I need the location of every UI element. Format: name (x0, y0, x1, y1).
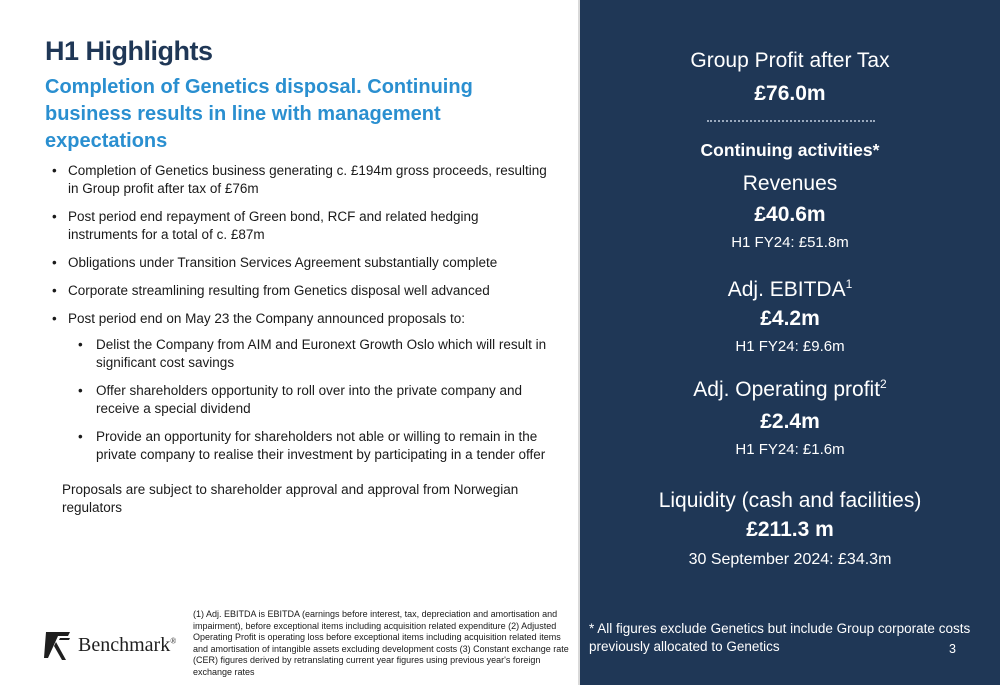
proposals-note: Proposals are subject to shareholder approval and approval from Norwegian regulators (62, 482, 519, 515)
page-number: 3 (949, 642, 956, 656)
sub-list-item: • Delist the Company from AIM and Euronext Growth Oslo which will result in significant cost savings (74, 336, 548, 372)
revenues-value: £40.6m (754, 203, 826, 226)
logo-wordmark: Benchmark® (78, 633, 177, 656)
list-item: • Obligations under Transition Services Agreement substantially complete (48, 254, 548, 272)
liquidity-label: Liquidity (cash and facilities) (658, 489, 922, 512)
page-title: H1 Highlights (45, 36, 213, 66)
revenues-label: Revenues (742, 172, 838, 195)
list-item: • Post period end repayment of Green bond, RCF and related hedging instruments for a total of c. £87m (48, 208, 548, 244)
benchmark-logo-icon (44, 628, 72, 662)
dotted-separator (707, 120, 875, 122)
sub-list-item: • Offer shareholders opportunity to roll over into the private company and receive a special dividend (74, 382, 548, 418)
list-item: • Corporate streamlining resulting from Genetics disposal well advanced (48, 282, 548, 300)
operating-profit-comparison: H1 FY24: £1.6m (735, 441, 845, 458)
proposals-sublist (74, 336, 548, 464)
list-item-text: Post period end on May 23 the Company announced proposals to: (68, 311, 466, 326)
sub-list-item: • Provide an opportunity for shareholders not able or willing to remain in the private company to realise their investment by participating in a tender offer (74, 428, 548, 464)
list-item-proposals (48, 310, 548, 464)
ebitda-label: Adj. EBITDA$^1$ (727, 277, 853, 301)
metrics-panel (580, 0, 1000, 685)
exclusions-footnote: * All figures exclude Genetics but include Group corporate costs previously allocated to Genetics (589, 621, 971, 654)
liquidity-value: £211.3 m (746, 518, 834, 541)
profit-value: £76.0m (754, 82, 826, 105)
highlights-list (48, 162, 548, 474)
operating-profit-label: Adj. Operating profit$^2$ (693, 377, 887, 401)
ebitda-value: £4.2m (760, 307, 820, 330)
footnote: (1) Adj. EBITDA is EBITDA (earnings before interest, tax, depreciation and amortisation and impairment), before exceptional items including acquisition related expenditure (2) Adjusted Operating Profit is operating loss before exceptional items including acquisition related items and amortisation of intangible assets excluding development costs (3) Constant exchange rate (CER) figures derived by retranslating current year figures using previous year's foreign exchange rates (193, 609, 569, 677)
continuing-activities-heading: Continuing activities* (700, 140, 880, 160)
profit-label: Group Profit after Tax (690, 49, 890, 72)
list-item: • Completion of Genetics business generating c. £194m gross proceeds, resulting in Group profit after tax of £76m (48, 162, 548, 198)
page-subtitle: Completion of Genetics disposal. Continuing business results in line with management expectations (45, 76, 473, 152)
company-logo (44, 628, 176, 662)
ebitda-comparison: H1 FY24: £9.6m (735, 338, 845, 355)
liquidity-comparison: 30 September 2024: £34.3m (688, 551, 892, 568)
operating-profit-value: £2.4m (760, 410, 820, 433)
revenues-comparison: H1 FY24: £51.8m (731, 234, 849, 251)
